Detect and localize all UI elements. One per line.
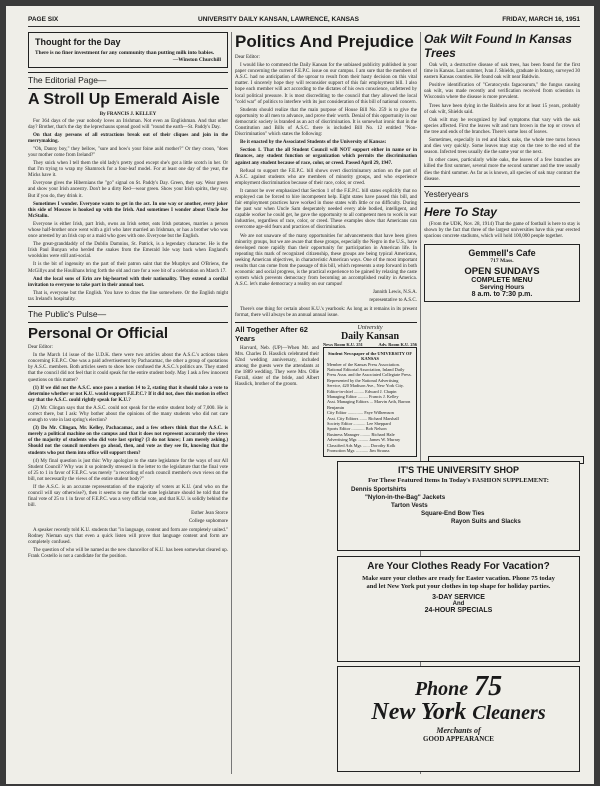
staff-line: Managing Editor ......... Francis J. Kelley bbox=[327, 394, 399, 399]
paragraph: There's one thing for certain about K.U.'s yearbook: As long as it remains in its present format, there will always be an annual annual issue. bbox=[235, 306, 417, 318]
gemmell-open: OPEN SUNDAYS bbox=[464, 265, 540, 277]
staff-line: Editor-in-chief ......... Edward J. Chapin bbox=[327, 388, 397, 394]
staff-line: Promotion Mgr. ........... Jim Strauss bbox=[327, 448, 390, 454]
staff-line: City Editor .............. Faye Wilhemson bbox=[327, 410, 394, 416]
paragraph: Section 1. That the all Student Council will NOT support either in name or in finances, any student function or organization which permits the discrimination against any student because of race, color, or creed. Passed April 29, 1947. bbox=[235, 148, 417, 166]
paragraph: Students should realize that the main purpose of House Bill No. 259 is to give the opportunity to all men to advance, and prove their worth. Denial of this opportunity in our democratic society is branded as an act of discrimination. It is somewhat ironic that in the Constitution and Bills of A.S.C. there is included Bill No. 12 entitled "Non-Discrimination" which states the following: bbox=[235, 107, 417, 138]
pulse-signature-title: College sophomore bbox=[188, 519, 228, 525]
vacation-and: And bbox=[452, 601, 465, 607]
yesteryears-headline: Here To Stay bbox=[424, 204, 497, 219]
staff-line: Advertising Mgr. ......... James W. Murray bbox=[327, 437, 401, 443]
center-column bbox=[235, 32, 417, 774]
left-column bbox=[28, 32, 228, 774]
shop-item: Rayon Suits and Slacks bbox=[451, 518, 521, 525]
staff-list bbox=[323, 347, 417, 458]
staff-line: Member of the Kansas Press Association. National Editorial Association, Inland Daily Press Assn. and the Associated Collegiate Press. Represented by the National Advertising Service, 420 Madison Ave., New York City. bbox=[327, 361, 412, 389]
newspaper-page bbox=[6, 6, 594, 784]
shop-item: Tarton Vests bbox=[391, 502, 428, 509]
paragraph: Harvard, Neb. (UP)—When Mr. and Mrs. Charles D. Hasslick celebrated their 62nd wedding anniversary, included among the guests were the attendants at the 1889 wedding. They were Mrs. Ollie Farrall, sister of the bride, and Albert Hasslick, brother of the groom. bbox=[235, 345, 319, 388]
vacation-service: 3-DAY SERVICE bbox=[432, 594, 485, 601]
gemmell-address: 717 Mass. bbox=[490, 257, 514, 264]
vacation-body: Make sure your clothes are ready for Easter vacation. Phone 75 today and let New York put your clothes in top shape for holiday parties. bbox=[362, 575, 555, 590]
shop-subtitle: For These Featured Items In Today's FASHION SUPPLEMENT: bbox=[368, 477, 549, 484]
gemmell-ad bbox=[424, 244, 580, 302]
politics-signature: Jannith Lewis, N.S.A. bbox=[372, 290, 417, 296]
cleaners-phone-word: Phone bbox=[414, 678, 469, 700]
staff-line: Sports Editor ............ Bob Nelson bbox=[327, 426, 387, 432]
politics-body bbox=[235, 63, 417, 319]
news-room: News Room K.U. 251 bbox=[323, 341, 363, 347]
issue-date: FRIDAY, MARCH 16, 1951 bbox=[502, 16, 580, 23]
editorial-headline: A Stroll Up Emerald Aisle bbox=[28, 90, 220, 108]
paragraph: It cannot be over emphasized that Section 1 of the F.E.P.C. bill states explicitly that no employed can be forced to hire incompetent help. Eight states have passed this bill, and fair employment practices have worked in those states with little or no difficulty. During the past war when Uncle Sam desperately needed every able bodied, intelligent, and capable worker he could get, he gave the opportunity to all competent men to work in war industries, regardless of race, color, or creed. These examples show that Americans can overcome age-old fears and practices of discrimination. bbox=[235, 188, 417, 231]
paragraph: (1) If we did not the A.S.C. once pass a motion 14 to 2, stating that it should take a vote to determine whether or not K.U. would support F.E.P.C.? If it did not, does this motion in effect say that the A.S.C. could rightly speak for K.U.? bbox=[28, 385, 228, 403]
pulse-headline: Personal Or Official bbox=[28, 325, 169, 343]
pulse-kicker: The Public's Pulse— bbox=[28, 309, 107, 320]
staff-line: Business Manager ......... Richard Hale bbox=[327, 431, 395, 437]
paragraph: In other cases, particularly white oaks, the leaves of a few branches are killed the first summer, several more the second summer and the tree usually dies the third summer. As far as is known, all species of oak may contract the disease. bbox=[424, 158, 580, 182]
cleaners-word: Cleaners bbox=[472, 702, 546, 724]
editorial-kicker: The Editorial Page— bbox=[28, 74, 107, 85]
vacation-title: Are Your Clothes Ready For Vacation? bbox=[367, 561, 550, 572]
right-column bbox=[424, 32, 580, 774]
paragraph: The great-granddaddy of the Dublin Damnins, St. Patrick, is a legendary character. He is the Irish Paul Bunyan who herded the snakes from the Emerald Isle way back when England's woolskins were still anti-social. bbox=[28, 242, 228, 260]
yesteryears-kicker: Yesteryears bbox=[424, 188, 469, 199]
shop-item: Dennis Sportshirts bbox=[351, 486, 407, 493]
staff-box bbox=[323, 325, 417, 458]
paragraph: Oak wilt may be recognized by leaf symptoms that vary with the oak species affected. First the leaves wilt and turn brown in the top or crown of the tree and ends of the branches. There's some loss of leaves. bbox=[424, 117, 580, 135]
editorial-byline: By FRANCIS J. KELLEY bbox=[99, 111, 157, 117]
cleaners-merchants: Merchants of bbox=[436, 726, 481, 735]
paragraph: On that day persons of all extractions break out of their cliques and join in the merrymaking. bbox=[28, 132, 228, 144]
oakwilt-body bbox=[424, 63, 580, 183]
shop-item: Square-End Bow Ties bbox=[421, 510, 485, 517]
gemmell-menu: COMPLETE MENU bbox=[471, 276, 533, 284]
paragraph: Be it enacted by the Associated Students of the University of Kansas: bbox=[240, 140, 387, 146]
paragraph: It is the bit of ingenuity on the part of their patron saint that the Murphys and O'Briens, the McGillys and the Houlihans bring forth the old and rare for a wee bit of a celebration on March 17. bbox=[28, 262, 228, 274]
column-rule bbox=[231, 32, 232, 774]
gemmell-hours-label: Serving Hours bbox=[479, 283, 525, 291]
paragraph: (2) Mr. Clingan says that the A.S.C. could not speak for the entire student body of 7,000. He is correct there, but I ask: Why bother about the opinions of the many students who did not care enough to vote in last spring's election? bbox=[28, 405, 228, 424]
oakwilt-headline: Oak Wilt Found In Kansas Trees bbox=[424, 32, 572, 60]
editorial-body bbox=[28, 119, 228, 304]
politics-headline: Politics And Prejudice bbox=[235, 32, 414, 51]
vacation-ad bbox=[337, 556, 580, 662]
paragraph: The question of who will be named as the new chancellor of K.U. has been somewhat cleared up. Frank Costello is not a candidate for the position. bbox=[28, 547, 228, 559]
paragraph: We are not unaware of the many opportunities for advancements that have been given minority groups, but we are aware that these groups, especially the Negro in the U.S., have developed more rapidly than their opportunity for participation in American life. In repeating this mark of recognized citizenship, these groups are being typical Americans, seeking American objectives, in characteristic American ways. One of the most important results that can come from the passage of this bill, which represents a step forward in both economic and social progress, is the practical experience to be gained by relaxing the caste system which prevents democracy from becoming an accomplished reality in America. A.S.C. let's make democracy a reality on our campus! bbox=[235, 233, 417, 288]
paper-name: UNIVERSITY DAILY KANSAN, LAWRENCE, KANSAS bbox=[198, 16, 359, 23]
staff-line: Asst. City Editors ....... Richard Marshall bbox=[327, 415, 399, 421]
thought-box bbox=[28, 32, 228, 68]
together-story bbox=[235, 325, 319, 458]
adv-room: Adv. Room K.U. 256 bbox=[378, 341, 417, 347]
paragraph: Sometimes, especially in red and black oaks, the whole tree turns brown and dies very quickly. Some leaves may stay on the tree to the end of the season. Infected trees usually die the same year or the next. bbox=[424, 138, 580, 156]
nameplate-top: University bbox=[357, 324, 383, 331]
staff-line: Classified Ads Mgr. ...... Dorothy Kolk bbox=[327, 442, 396, 448]
column-rule bbox=[420, 32, 421, 774]
pulse-body bbox=[28, 353, 228, 560]
vacation-specials: 24-HOUR SPECIALS bbox=[424, 607, 493, 614]
together-headline: All Together After 62 Years bbox=[235, 324, 308, 343]
thought-attribution: —Winston Churchill bbox=[172, 56, 221, 63]
cleaners-tagline: GOOD APPEARANCE bbox=[423, 735, 494, 743]
paragraph: Everyone is either Irish, part Irish, owns an Irish setter, eats Irish potatoes, marries a person whose half-brother once went with a girl who later married an Irishman, or has a brother who was once arrested by an Irish cop or a maid who goes with one. Everyone but the English. bbox=[28, 221, 228, 240]
university-shop-ad-box bbox=[337, 461, 580, 551]
paragraph: Refusal to support the F.E.P.C. bill shows overt discriminatory action on the part of A.S.C. against students who are members of minority groups, and who experience employment discrimination because of their race, color, or creed. bbox=[235, 168, 417, 186]
yesteryears-text: (From the UDK, Nov. 28, 1914) That the game of football is here to stay is shown by the fact that three of the largest universities have this year erected spacious concrete stadiums, which will hold 100,000 people together. bbox=[424, 221, 580, 239]
paragraph: And the local sons of Erin are big-hearted with their nationality. They extend a cordial invitation to everyone to take part in their annual toot. bbox=[28, 276, 228, 288]
masthead-strip bbox=[28, 14, 580, 27]
paragraph: In the March 14 issue of the U.D.K. there were two articles about the A.S.C.'s actions taken concerning F.E.P.C. One was a paid advertisement by Pachacamac, the other a group of quotations by A.S.C. members. Both articles seem to show how confused the A.S.C.'s politics are. They stated that the council did not feel that it could speak for the entire student body. May I ask a few innocent questions on this matter? bbox=[28, 353, 228, 383]
paragraph: They snick when I tell them the old lady's pretty good except she's got a little scotch in her. Or that I'm trying to wrap my Shamrock for a four-leaf model. For at least one day of the year, the Micks have it. bbox=[28, 161, 228, 179]
paragraph: (4) My final question is just this: Why apologize to the state legislature for the ways of our All Student Council? Why was it so pointedly stressed in the letter to the legislature that the final vote of 25 to 1 in favor of F.E.P.C. was merely "a recording of each council member's own views on the bill, not necessarily the views of the entire student body?" bbox=[28, 458, 228, 482]
shop-item: "Nylon-in-the-Bag" Jackets bbox=[365, 494, 446, 501]
page-number: PAGE SIX bbox=[28, 16, 59, 23]
politics-salutation: Dear Editor: bbox=[235, 55, 260, 60]
gemmell-name: Gemmell's Cafe bbox=[468, 247, 536, 258]
paragraph: Positive identification of "Ceratocystis fagacearum," the fungus causing oak wilt, was made recently and verification received from scientists in Wisconsin where the disease is more prevalent. bbox=[424, 83, 580, 101]
staff-line: Society Editor ........... Lee Sheppard bbox=[327, 421, 391, 427]
pulse-signature: Esther Jean Storce bbox=[191, 511, 228, 517]
paragraph: Everyone gives the Hibernians the "go" signal on St. Paddy's Day. Green, they say. Wear green and show your Irish ancestry. Don't be a dirty Red—wear green. Show your Irish spirits, they say. But if you do, they drink it. bbox=[28, 181, 228, 199]
staff-line: Asst. Managing Editors ... Marvin Arth, Barron Benjamin bbox=[327, 399, 411, 410]
politics-signature-title: representative to A.S.C. bbox=[369, 298, 417, 304]
paragraph: "Oh, Danny boy," they bellow, "sure and how's your foine auld mother?" Or they croon, "does your mother come from Ireland?" bbox=[28, 146, 228, 158]
paragraph: Trees have been dying in the Baldwin area for at least 15 years, probably of oak wilt, Shields said. bbox=[424, 103, 580, 115]
gemmell-hours: 8 a.m. to 7:30 p.m. bbox=[471, 290, 533, 298]
cleaners-name: New York bbox=[371, 699, 467, 725]
paragraph: I would like to commend the Daily Kansan for the unbiased publicity published in your paper concerning the current F.E.P.C. issue on our campus. I am sure that the members of A.S.C. had no anticipation of the uproar to result from their hasty decision on this vital matter. I sincerely hope they will reconsider support of this fair employment bill. I also hope each member will act according to the dictates of his own conscience, unfettered by local political pressure. It is most discrediting to the council that they allowed the local "cold war" of politics to interfere with its just consideration of this bill of national concern. bbox=[235, 63, 417, 105]
thought-title: Thought for the Day bbox=[35, 37, 121, 47]
paragraph: (3) Do Mr. Clingan, Mr. Kelley, Pachacamac, and a few others think that the A.S.C. is merely a political machine on the campus and that it does not represent accurately the views of the majority of students who did vote last spring? (3 do not know; I am merely asking.) Should not the council members go ahead, then, and vote as they see fit, knowing that the students who put them into office will support them? bbox=[28, 426, 228, 456]
thought-quote: There is no finer investment for any community than putting milk into babies. bbox=[35, 50, 215, 56]
lower-center bbox=[235, 325, 417, 458]
paragraph: For 364 days of the year nobody loves an Irishman. Not even an Englishman. And that other day? Brother, that's the day the leprechauns spread good will "round the earth—St. Paddy's Day. bbox=[28, 118, 228, 130]
staff-line: Student Newspaper of the UNIVERSITY OF KANSAS bbox=[327, 350, 413, 362]
shop-title: IT'S THE UNIVERSITY SHOP bbox=[398, 465, 519, 475]
paragraph: A speaker recently told K.U. students that "in language, content and form are completely united." Rodney Nieman says that even a quick listen will prove that language content and form are completely confused. bbox=[28, 527, 228, 545]
paragraph: Sometimes I wonder. Everyone wants to get in the act. In one way or another, every joker this side of Moscow is hooked up with the Irish. And sometimes I wonder about Uncle Joe McStalin. bbox=[28, 201, 228, 219]
cleaners-phone-number: 75 bbox=[474, 671, 503, 702]
paragraph: That is, everyone but the English. You have to draw the line somewhere. Or the English might tax Ireland's hospitality. bbox=[28, 290, 228, 302]
paragraph: Oak wilt, a destructive disease of oak trees, has been found for the first time in Kansas. Last summer, Ivan J. Shields, graduate in botany, surveyed 30 eastern Kansas counties. He found oak wilt near Baldwin. bbox=[424, 63, 580, 81]
cleaners-ad bbox=[337, 666, 580, 772]
nameplate: Daily Kansan bbox=[340, 330, 400, 342]
pulse-salutation: Dear Editor: bbox=[28, 345, 53, 351]
paragraph: If the A.S.C. is an accurate representation of the majority of voters at K.U. (and who on the council will say otherwise?), then it seems to me that the state legislature should be told that the final vote of 25 to 1 in favor of F.E.P.C. was a very official vote, and that K.U. is solidly behind the bill. bbox=[28, 485, 228, 509]
